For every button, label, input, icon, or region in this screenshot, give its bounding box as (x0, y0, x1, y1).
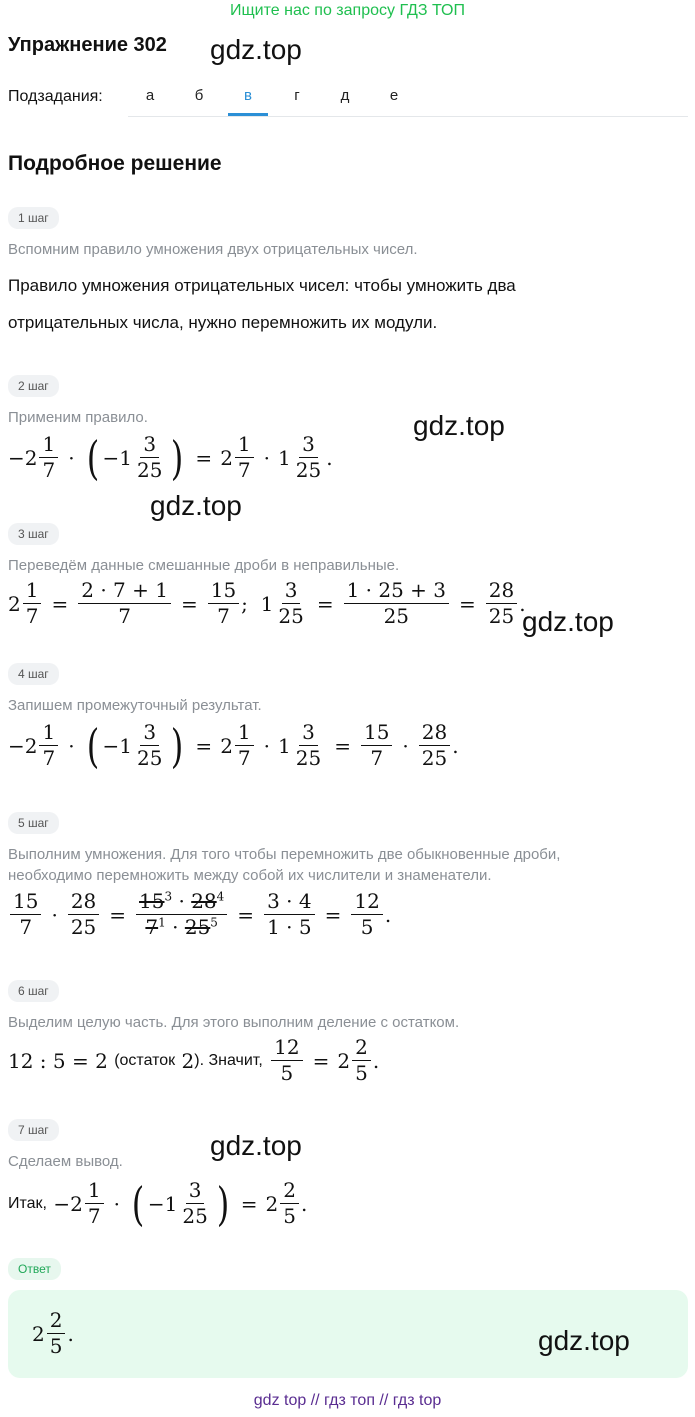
step-4-text: Запишем промежуточный результат. (8, 697, 262, 714)
step-5-formula: $\frac{15}{7}$ · $\frac{28}{25}$ = $\frac{15^3 \cdot 28^4}{7^1 \cdot 25^5}$ = $\frac{3 \cdot 4}{1 \cdot 5}$ = $\frac{12}{5}$ . (8, 891, 391, 938)
step-7-text: Сделаем вывод. (8, 1153, 123, 1170)
step-7-badge: 7 шаг (8, 1119, 59, 1141)
conclusion-prefix: Итак, (8, 1194, 47, 1212)
step-6-text: Выделим целую часть. Для этого выполним деление с остатком. (8, 1014, 460, 1031)
step-1-text: Вспомним правило умножения двух отрицательных чисел. (8, 241, 418, 258)
tab-g[interactable]: г (294, 87, 300, 104)
step-3-badge: 3 шаг (8, 523, 59, 545)
rule-line-2: отрицательных числа, нужно перемножить их модули. (8, 313, 438, 332)
promo-banner[interactable]: Ищите нас по запросу ГДЗ ТОП (230, 2, 465, 19)
answer-badge: Ответ (8, 1258, 61, 1280)
step-4-formula: −2 $\frac{1}{7}$ · ( −1 $\frac{3}{25}$ ) = 2 $\frac{1}{7}$ · 1 $\frac{3}{25}$ = $\frac{15}{7}$ · $\frac{28}{25}$ . (8, 718, 459, 773)
step-5-badge: 5 шаг (8, 812, 59, 834)
step-1-badge: 1 шаг (8, 207, 59, 229)
watermark: gdz.top (150, 490, 242, 521)
tab-d[interactable]: д (340, 87, 350, 104)
step-6-badge: 6 шаг (8, 980, 59, 1002)
remainder-close: ). Значит, (194, 1051, 263, 1069)
step-5-text-line-1: Выполним умножения. Для того чтобы перемножить две обыкновенные дроби, (8, 846, 561, 863)
remainder-value: 2 (181, 1048, 195, 1073)
step-4-badge: 4 шаг (8, 663, 59, 685)
watermark: gdz.top (210, 1130, 302, 1161)
step-3-formula: 2 $\frac{1}{7}$ = $\frac{2 \cdot 7 + 1}{7}$ = $\frac{15}{7}$ ; 1 $\frac{3}{25}$ = $\frac{1 \cdot 25 + 3}{25}$ = $\frac{28}{25}$ . (8, 578, 526, 628)
remainder-open: (остаток (114, 1051, 176, 1069)
page-title: Упражнение 302 (8, 34, 167, 56)
step-2-badge: 2 шаг (8, 375, 59, 397)
watermark: gdz.top (538, 1325, 630, 1356)
step-2-formula: −2 $\frac{1}{7}$ · ( −1 $\frac{3}{25}$ ) = 2 $\frac{1}{7}$ · 1 $\frac{3}{25}$ . (8, 430, 333, 485)
footer-links[interactable]: gdz top // гдз топ // гдз top (253, 1392, 442, 1409)
subtasks-label: Подзадания: (8, 88, 103, 105)
tab-v[interactable]: в (228, 80, 268, 116)
tab-e[interactable]: е (389, 87, 399, 104)
watermark: gdz.top (522, 606, 614, 637)
step-7-formula: Итак, −2 $\frac{1}{7}$ · ( −1 $\frac{3}{25}$ ) = 2 $\frac{2}{5}$ . (8, 1176, 308, 1231)
rule-line-1: Правило умножения отрицательных чисел: чтобы умножить два (8, 276, 516, 295)
step-5-text-line-2: необходимо перемножить между собой их числители и знаменатели. (8, 867, 492, 884)
watermark: gdz.top (413, 410, 505, 441)
step-6-formula: 12 : 5 = 2 (остаток 2 ). Значит, $\frac{12}{5}$ = 2 $\frac{2}{5}$ . (8, 1035, 380, 1085)
subtasks-tabs (128, 80, 688, 117)
answer-formula: 2 $\frac{2}{5}$ . (32, 1308, 74, 1358)
step-3-text: Переведём данные смешанные дроби в неправильные. (8, 557, 400, 574)
tab-a[interactable]: а (145, 87, 155, 104)
solution-heading: Подробное решение (8, 152, 222, 175)
step-2-text: Применим правило. (8, 409, 148, 426)
tab-b[interactable]: б (194, 87, 204, 104)
watermark: gdz.top (210, 34, 302, 65)
